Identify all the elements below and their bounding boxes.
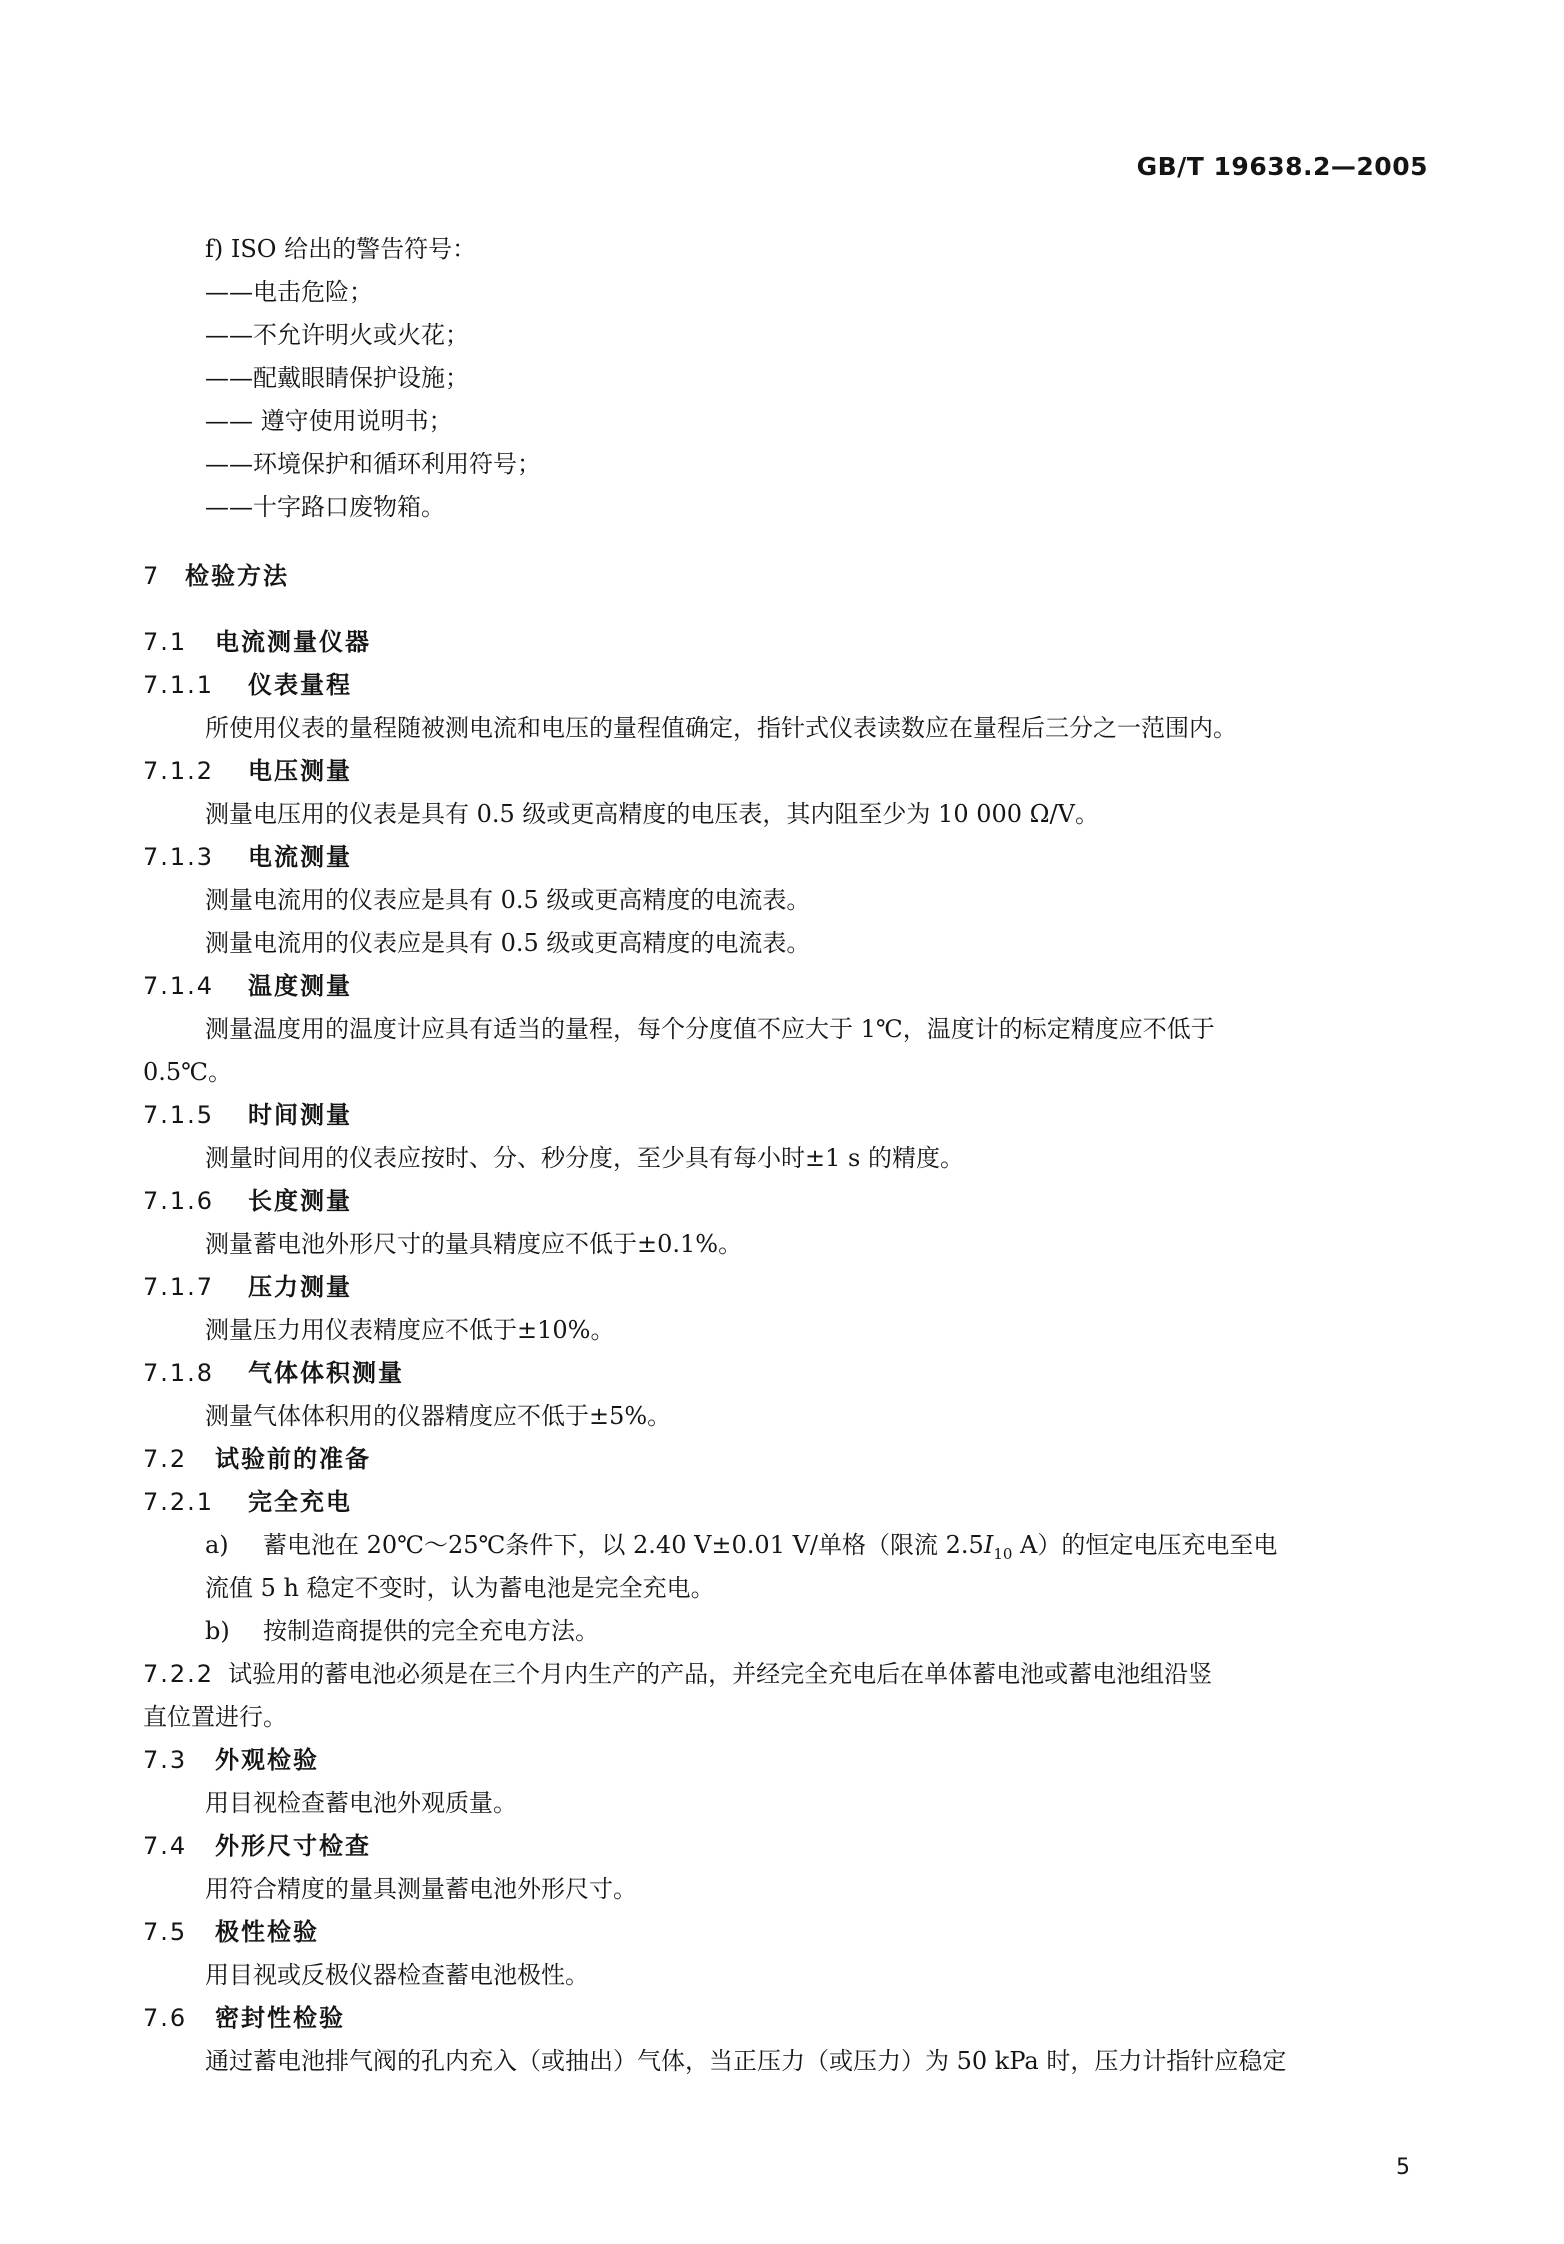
- section-number: 7.1.5: [143, 1101, 215, 1129]
- section-heading: [143, 2002, 345, 2034]
- section-number: 7.2.1: [143, 1488, 215, 1516]
- current-subscript: 10: [993, 1544, 1013, 1563]
- item-label: b): [205, 1617, 230, 1645]
- paragraph-continuation: 直位置进行。: [143, 1703, 287, 1731]
- paragraph: 测量蓄电池外形尺寸的量具精度应不低于±0.1%。: [205, 1230, 743, 1258]
- section-title: 极性检验: [215, 1918, 319, 1946]
- section-title: 时间测量: [248, 1101, 352, 1129]
- paragraph: 用目视检查蓄电池外观质量。: [205, 1789, 517, 1817]
- section-heading: [143, 1486, 352, 1518]
- section-number: 7.2.2: [143, 1660, 215, 1688]
- section-number: 7.1.4: [143, 972, 215, 1000]
- section-number: 7.6: [143, 2004, 188, 2032]
- section-number: 7.2: [143, 1445, 188, 1473]
- section-heading: [143, 626, 371, 658]
- section-number: 7.1.2: [143, 757, 215, 785]
- list-item: —— 遵守使用说明书；: [205, 407, 453, 435]
- section-heading: [143, 970, 352, 1002]
- section-title: 电流测量: [248, 843, 352, 871]
- section-heading: [143, 1443, 371, 1475]
- section-title: 密封性检验: [215, 2004, 345, 2032]
- section-title: 仪表量程: [248, 671, 352, 699]
- paragraph: 测量电流用的仪表应是具有 0.5 级或更高精度的电流表。: [205, 929, 811, 957]
- section-heading: [143, 560, 289, 592]
- paragraph: [143, 1658, 1212, 1690]
- item-text-end: A）的恒定电压充电至电: [1012, 1531, 1278, 1559]
- paragraph: 测量温度用的温度计应具有适当的量程，每个分度值不应大于 1℃，温度计的标定精度应不低于: [205, 1015, 1215, 1043]
- section-heading: [143, 1357, 404, 1389]
- section-heading: [143, 1916, 319, 1948]
- section-title: 外形尺寸检查: [215, 1832, 371, 1860]
- section-heading: [143, 755, 352, 787]
- list-item: [205, 1615, 599, 1647]
- section-title: 试验前的准备: [215, 1445, 371, 1473]
- section-heading: [143, 1830, 371, 1862]
- list-item: ——电击危险；: [205, 278, 373, 306]
- page-number: 5: [1396, 2155, 1410, 2180]
- current-variable: I: [983, 1531, 994, 1559]
- section-title: 长度测量: [248, 1187, 352, 1215]
- section-title: 压力测量: [248, 1273, 352, 1301]
- warnings-intro: f) ISO 给出的警告符号：: [205, 235, 477, 263]
- section-heading: [143, 1271, 352, 1303]
- item-label: a): [205, 1531, 229, 1559]
- paragraph-text: 试验用的蓄电池必须是在三个月内生产的产品，并经完全充电后在单体蓄电池或蓄电池组沿竖: [228, 1660, 1213, 1688]
- list-item-continuation: 流值 5 h 稳定不变时，认为蓄电池是完全充电。: [205, 1574, 715, 1602]
- section-number: 7.1.3: [143, 843, 215, 871]
- section-number: 7.1.6: [143, 1187, 215, 1215]
- section-number: 7.1.8: [143, 1359, 215, 1387]
- list-item: [205, 1529, 1277, 1570]
- list-item: ——不允许明火或火花；: [205, 321, 469, 349]
- section-heading: [143, 669, 352, 701]
- standard-code: GB/T 19638.2—2005: [1136, 152, 1428, 181]
- item-text: 按制造商提供的完全充电方法。: [263, 1617, 599, 1645]
- paragraph: 通过蓄电池排气阀的孔内充入（或抽出）气体，当正压力（或压力）为 50 kPa 时，压力计指针应稳定: [205, 2047, 1287, 2075]
- section-number: 7.1.7: [143, 1273, 215, 1301]
- paragraph: 所使用仪表的量程随被测电流和电压的量程值确定，指针式仪表读数应在量程后三分之一范围内。: [205, 714, 1237, 742]
- section-heading: [143, 1099, 352, 1131]
- paragraph: 测量电压用的仪表是具有 0.5 级或更高精度的电压表，其内阻至少为 10 000 Ω/V。: [205, 800, 1099, 828]
- section-title: 温度测量: [248, 972, 352, 1000]
- list-item: ——十字路口废物箱。: [205, 493, 445, 521]
- section-number: 7.3: [143, 1746, 188, 1774]
- paragraph: 测量电流用的仪表应是具有 0.5 级或更高精度的电流表。: [205, 886, 811, 914]
- section-heading: [143, 1185, 352, 1217]
- section-number: 7.1: [143, 628, 188, 656]
- section-title: 电流测量仪器: [215, 628, 371, 656]
- section-number: 7.4: [143, 1832, 188, 1860]
- list-item: ——配戴眼睛保护设施；: [205, 364, 469, 392]
- section-number: 7.5: [143, 1918, 188, 1946]
- section-title: 检验方法: [185, 562, 289, 590]
- section-number: 7.1.1: [143, 671, 215, 699]
- section-title: 电压测量: [248, 757, 352, 785]
- paragraph: 用符合精度的量具测量蓄电池外形尺寸。: [205, 1875, 637, 1903]
- paragraph: 测量时间用的仪表应按时、分、秒分度，至少具有每小时±1 s 的精度。: [205, 1144, 964, 1172]
- section-title: 气体体积测量: [248, 1359, 404, 1387]
- section-title: 外观检验: [215, 1746, 319, 1774]
- paragraph: 测量气体体积用的仪器精度应不低于±5%。: [205, 1402, 672, 1430]
- section-title: 完全充电: [248, 1488, 352, 1516]
- section-heading: [143, 1744, 319, 1776]
- section-heading: [143, 841, 352, 873]
- list-item: ——环境保护和循环利用符号；: [205, 450, 541, 478]
- paragraph: 测量压力用仪表精度应不低于±10%。: [205, 1316, 615, 1344]
- paragraph: 用目视或反极仪器检查蓄电池极性。: [205, 1961, 589, 1989]
- section-number: 7: [143, 562, 161, 590]
- item-text: 蓄电池在 20℃～25℃条件下，以 2.40 V±0.01 V/单格（限流 2.5: [263, 1531, 984, 1559]
- paragraph-continuation: 0.5℃。: [143, 1058, 233, 1086]
